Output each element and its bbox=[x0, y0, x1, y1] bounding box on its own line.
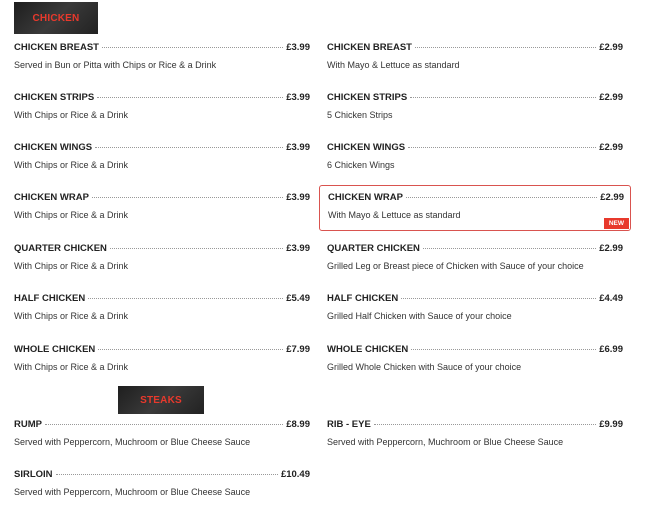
item-price: £2.99 bbox=[599, 243, 623, 254]
leader-dots bbox=[95, 147, 283, 148]
item-price: £3.99 bbox=[286, 243, 310, 254]
menu-item-whole-chicken-meal[interactable] bbox=[14, 344, 310, 380]
leader-dots bbox=[415, 47, 596, 48]
item-description: With Chips or Rice & a Drink bbox=[14, 160, 129, 170]
item-description: Grilled Whole Chicken with Sauce of your choice bbox=[327, 362, 522, 372]
item-name: WHOLE CHICKEN bbox=[14, 344, 96, 355]
item-description: Served with Peppercorn, Muchroom or Blue Cheese Sauce bbox=[327, 437, 564, 447]
item-description: Grilled Leg or Breast piece of Chicken with Sauce of your choice bbox=[327, 261, 584, 271]
menu-item-quarter-chicken-meal[interactable] bbox=[14, 243, 310, 279]
item-name: RIB - EYE bbox=[327, 419, 371, 430]
leader-dots bbox=[98, 349, 283, 350]
menu-item-chicken-strips-meal[interactable] bbox=[14, 92, 310, 128]
item-name: QUARTER CHICKEN bbox=[327, 243, 420, 254]
item-name: CHICKEN WRAP bbox=[328, 192, 403, 203]
item-name: HALF CHICKEN bbox=[14, 293, 86, 304]
leader-dots bbox=[408, 147, 596, 148]
item-price: £8.99 bbox=[286, 419, 310, 430]
item-price: £2.99 bbox=[599, 142, 623, 153]
item-description: Served with Peppercorn, Muchroom or Blue Cheese Sauce bbox=[14, 437, 251, 447]
item-price: £3.99 bbox=[286, 192, 310, 203]
menu-item-chicken-wings-meal[interactable] bbox=[14, 142, 310, 178]
item-name: RUMP bbox=[14, 419, 42, 430]
menu-item-chicken-breast-meal[interactable] bbox=[14, 42, 310, 78]
menu-item-rump[interactable] bbox=[14, 419, 310, 455]
item-price: £3.99 bbox=[286, 42, 310, 53]
leader-dots bbox=[406, 197, 597, 198]
item-description: Served with Peppercorn, Muchroom or Blue Cheese Sauce bbox=[14, 487, 251, 497]
item-name: CHICKEN WRAP bbox=[14, 192, 89, 203]
item-description: With Chips or Rice & a Drink bbox=[14, 210, 129, 220]
leader-dots bbox=[45, 424, 283, 425]
item-price: £3.99 bbox=[286, 142, 310, 153]
menu-item-sirloin[interactable] bbox=[14, 469, 310, 505]
menu-item-quarter-chicken[interactable] bbox=[327, 243, 623, 279]
item-description: 6 Chicken Wings bbox=[327, 160, 395, 170]
item-price: £9.99 bbox=[599, 419, 623, 430]
leader-dots bbox=[410, 97, 596, 98]
steaks-section-title: STEAKS bbox=[140, 394, 182, 406]
menu-item-chicken-wrap-new[interactable] bbox=[319, 185, 631, 231]
item-price: £5.49 bbox=[286, 293, 310, 304]
item-name: WHOLE CHICKEN bbox=[327, 344, 409, 355]
menu-item-half-chicken-meal[interactable] bbox=[14, 293, 310, 329]
item-name: CHICKEN WINGS bbox=[14, 142, 93, 153]
item-description: With Mayo & Lettuce as standard bbox=[327, 60, 460, 70]
menu-item-half-chicken[interactable] bbox=[327, 293, 623, 329]
item-description: Grilled Half Chicken with Sauce of your choice bbox=[327, 311, 512, 321]
menu-item-whole-chicken[interactable] bbox=[327, 344, 623, 380]
item-name: SIRLOIN bbox=[14, 469, 53, 480]
leader-dots bbox=[97, 97, 283, 98]
item-price: £2.99 bbox=[599, 42, 623, 53]
item-price: £7.99 bbox=[286, 344, 310, 355]
item-description: With Mayo & Lettuce as standard bbox=[328, 210, 461, 220]
new-badge: NEW bbox=[604, 218, 629, 229]
item-name: HALF CHICKEN bbox=[327, 293, 399, 304]
item-price: £2.99 bbox=[600, 192, 624, 203]
item-description: With Chips or Rice & a Drink bbox=[14, 261, 129, 271]
leader-dots bbox=[88, 298, 283, 299]
item-price: £10.49 bbox=[280, 469, 310, 480]
leader-dots bbox=[56, 474, 278, 475]
chicken-section-banner bbox=[14, 2, 98, 34]
item-name: CHICKEN BREAST bbox=[327, 42, 412, 53]
menu-item-chicken-breast[interactable] bbox=[327, 42, 623, 78]
menu-item-rib-eye[interactable] bbox=[327, 419, 623, 455]
item-name: CHICKEN STRIPS bbox=[327, 92, 408, 103]
item-description: 5 Chicken Strips bbox=[327, 110, 393, 120]
leader-dots bbox=[92, 197, 283, 198]
menu-item-chicken-strips[interactable] bbox=[327, 92, 623, 128]
leader-dots bbox=[401, 298, 596, 299]
leader-dots bbox=[374, 424, 596, 425]
menu-item-chicken-wrap-meal[interactable] bbox=[14, 192, 310, 228]
steaks-section-banner bbox=[118, 386, 204, 414]
menu-item-chicken-wings[interactable] bbox=[327, 142, 623, 178]
chicken-section-title: CHICKEN bbox=[32, 12, 80, 24]
item-description: With Chips or Rice & a Drink bbox=[14, 311, 129, 321]
item-description: With Chips or Rice & a Drink bbox=[14, 362, 129, 372]
item-price: £4.49 bbox=[599, 293, 623, 304]
item-price: £6.99 bbox=[599, 344, 623, 355]
item-description: With Chips or Rice & a Drink bbox=[14, 110, 129, 120]
leader-dots bbox=[102, 47, 283, 48]
leader-dots bbox=[411, 349, 596, 350]
leader-dots bbox=[110, 248, 283, 249]
item-name: QUARTER CHICKEN bbox=[14, 243, 107, 254]
item-name: CHICKEN STRIPS bbox=[14, 92, 95, 103]
item-name: CHICKEN WINGS bbox=[327, 142, 406, 153]
item-price: £3.99 bbox=[286, 92, 310, 103]
leader-dots bbox=[423, 248, 596, 249]
item-name: CHICKEN BREAST bbox=[14, 42, 99, 53]
item-description: Served in Bun or Pitta with Chips or Rice & a Drink bbox=[14, 60, 217, 70]
item-price: £2.99 bbox=[599, 92, 623, 103]
